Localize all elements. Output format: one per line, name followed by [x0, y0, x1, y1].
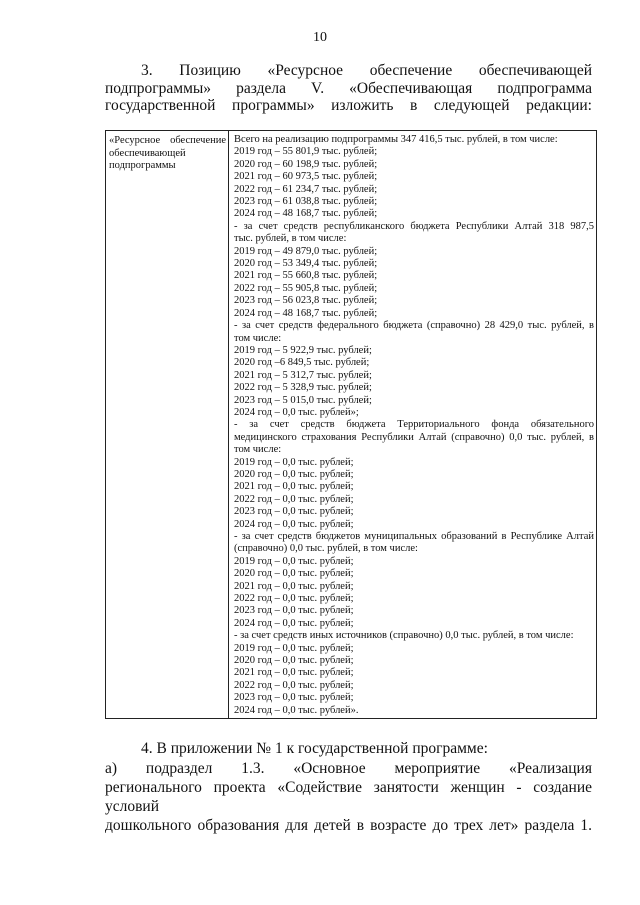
intro-line: подпрограммы» раздела V. «Обеспечивающая подпрограмма	[105, 79, 592, 97]
table-line: 2019 год – 0,0 тыс. рублей;	[234, 555, 354, 567]
table-line: 2020 год – 0,0 тыс. рублей;	[234, 468, 354, 480]
section4-line: а) подраздел 1.3. «Основное мероприятие «Реализация	[105, 760, 592, 777]
table-line: 2023 год – 0,0 тыс. рублей;	[234, 692, 354, 704]
page-number: 10	[313, 30, 327, 45]
table-line: 2022 год – 0,0 тыс. рублей;	[234, 493, 354, 505]
table-line: - за счет средств республиканского бюджета Республики Алтай 318 987,5	[234, 220, 594, 232]
table-label-cell	[106, 131, 229, 718]
table-line: 2023 год – 56 023,8 тыс. рублей;	[234, 295, 378, 307]
section4-heading: 4. В приложении № 1 к государственной программе:	[141, 740, 488, 757]
table-line: 2022 год – 61 234,7 тыс. рублей;	[234, 183, 378, 195]
table-line: 2019 год – 0,0 тыс. рублей;	[234, 642, 354, 654]
table-label-text: «Ресурсное обеспечение обеспечивающей подпрограммы	[109, 135, 226, 171]
table-line: 2024 год – 48 168,7 тыс. рублей;	[234, 208, 378, 220]
table-line: 2019 год – 0,0 тыс. рублей;	[234, 456, 354, 468]
table-line: 2020 год – 53 349,4 тыс. рублей;	[234, 258, 378, 270]
section4-line: регионального проекта «Содействие занятости женщин - создание условий	[105, 779, 592, 815]
table-line: том числе:	[234, 332, 282, 344]
table-line: 2024 год – 0,0 тыс. рублей».	[234, 704, 359, 716]
table-line: 2021 год – 0,0 тыс. рублей;	[234, 481, 354, 493]
table-line: 2024 год – 0,0 тыс. рублей;	[234, 617, 354, 629]
table-line: - за счет средств иных источников (справочно) 0,0 тыс. рублей, в том числе:	[234, 630, 574, 642]
table-line: 2020 год – 0,0 тыс. рублей;	[234, 655, 354, 667]
table-line: - за счет средств бюджета Территориального фонда обязательного	[234, 419, 594, 431]
table-line: Всего на реализацию подпрограммы 347 416,5 тыс. рублей, в том числе:	[234, 134, 558, 145]
table-line: 2024 год – 0,0 тыс. рублей;	[234, 518, 354, 530]
table-line: 2022 год – 0,0 тыс. рублей;	[234, 593, 354, 605]
table-line: 2024 год – 0,0 тыс. рублей»;	[234, 406, 359, 418]
table-line: 2022 год – 55 905,8 тыс. рублей;	[234, 282, 378, 294]
table-line: - за счет средств федерального бюджета (справочно) 28 429,0 тыс. рублей, в	[234, 320, 594, 332]
table-line: 2022 год – 5 328,9 тыс. рублей;	[234, 382, 372, 394]
section4-line: дошкольного образования для детей в возрасте до трех лет» раздела 1.	[105, 817, 592, 834]
table-line: 2021 год – 0,0 тыс. рублей;	[234, 580, 354, 592]
table-line: 2019 год – 5 922,9 тыс. рублей;	[234, 344, 372, 356]
intro-line: 3. Позицию «Ресурсное обеспечение обеспечивающей	[141, 62, 592, 79]
table-line: 2021 год – 0,0 тыс. рублей;	[234, 667, 354, 679]
table-line: 2019 год – 55 801,9 тыс. рублей;	[234, 146, 378, 158]
table-line: 2021 год – 60 973,5 тыс. рублей;	[234, 171, 378, 183]
table-line: 2021 год – 55 660,8 тыс. рублей;	[234, 270, 378, 282]
section4-paragraph	[105, 759, 592, 835]
table-line: тыс. рублей, в том числе:	[234, 233, 347, 245]
table-line: 2023 год – 0,0 тыс. рублей;	[234, 605, 354, 617]
intro-paragraph	[105, 62, 592, 115]
table-line: 2020 год – 0,0 тыс. рублей;	[234, 568, 354, 580]
table-line: том числе:	[234, 444, 282, 456]
table-line: 2019 год – 49 879,0 тыс. рублей;	[234, 245, 378, 257]
table-line: 2022 год – 0,0 тыс. рублей;	[234, 679, 354, 691]
table-line: (справочно) 0,0 тыс. рублей, в том числе:	[234, 543, 418, 555]
table-line: 2021 год – 5 312,7 тыс. рублей;	[234, 369, 372, 381]
table-line: медицинского страхования Республики Алтай (справочно) 0,0 тыс. рублей, в	[234, 431, 594, 443]
resource-table	[105, 130, 597, 719]
table-line: 2024 год – 48 168,7 тыс. рублей;	[234, 307, 378, 319]
intro-line: государственной программы» изложить в следующей редакции:	[105, 97, 592, 114]
table-line: 2023 год – 61 038,8 тыс. рублей;	[234, 196, 378, 208]
table-line: 2020 год – 60 198,9 тыс. рублей;	[234, 158, 378, 170]
table-line: - за счет средств бюджетов муниципальных образований в Республике Алтай	[234, 531, 594, 542]
table-line: 2023 год – 0,0 тыс. рублей;	[234, 506, 354, 518]
table-line: 2020 год –6 849,5 тыс. рублей;	[234, 357, 370, 369]
table-value-cell	[229, 131, 596, 717]
table-line: 2023 год – 5 015,0 тыс. рублей;	[234, 394, 372, 406]
